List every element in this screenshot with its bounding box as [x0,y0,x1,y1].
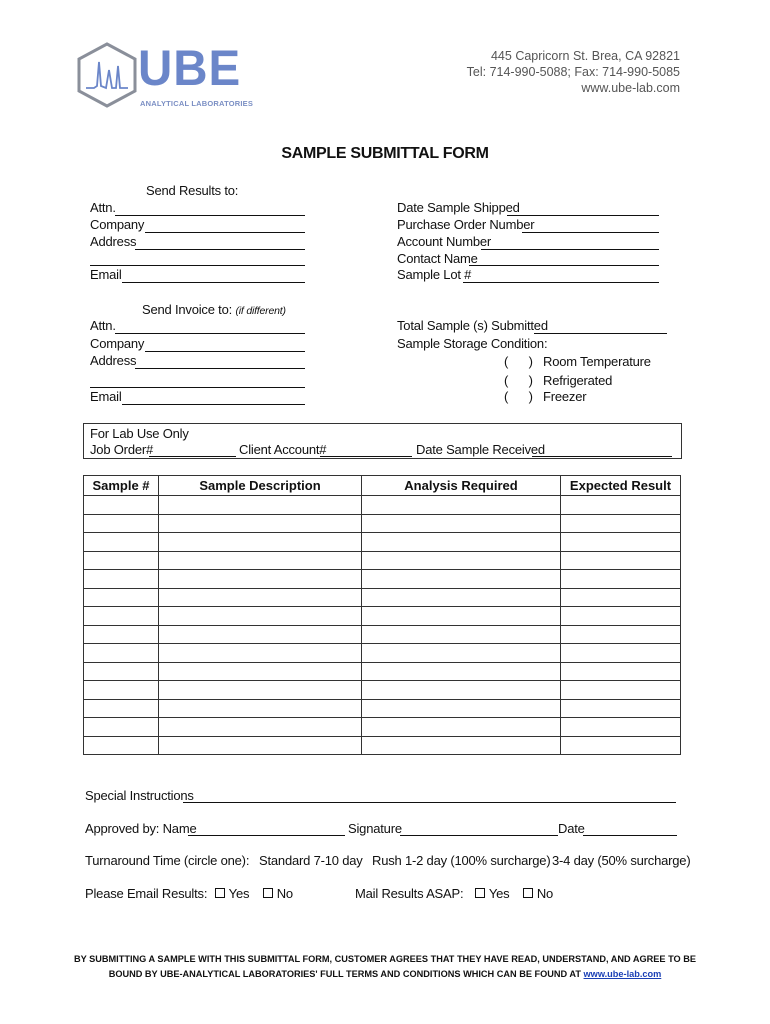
col-header-expected: Expected Result [561,476,681,496]
terms-footer [60,952,710,982]
mail-no-checkbox[interactable] [523,888,533,898]
mail-yes-checkbox[interactable] [475,888,485,898]
analysis-cell[interactable] [362,736,561,755]
sample-number-cell[interactable] [84,533,159,552]
sample-number-cell[interactable] [84,496,159,515]
mail-results-row [355,886,553,901]
storage-freezer-paren[interactable]: ( ) [504,389,533,404]
send-results-heading: Send Results to: [146,183,239,198]
invoice-address-label: Address [90,353,137,368]
send-invoice-note: (if different) [235,305,286,317]
approved-by-field[interactable] [188,835,345,836]
expected-cell[interactable] [561,699,681,718]
description-cell[interactable] [159,625,362,644]
po-number-label: Purchase Order Number [397,217,535,232]
mail-yes-label: Yes [488,886,510,901]
table-row [84,644,681,663]
results-company-field[interactable] [145,232,305,233]
expected-cell[interactable] [561,662,681,681]
storage-refrigerated-paren[interactable]: ( ) [504,373,533,388]
description-cell[interactable] [159,588,362,607]
results-email-field[interactable] [122,282,305,283]
send-invoice-label: Send Invoice to: [142,302,233,317]
analysis-cell[interactable] [362,681,561,700]
po-number-field[interactable] [522,232,659,233]
mail-results-label: Mail Results ASAP: [355,886,464,901]
table-row [84,588,681,607]
table-row [84,736,681,755]
company-logo [76,40,254,114]
approved-by-label: Approved by: Name [85,821,197,836]
results-attn-label: Attn. [90,200,116,215]
description-cell[interactable] [159,607,362,626]
sample-table [83,475,681,755]
sample-lot-field[interactable] [463,282,659,283]
company-address: 445 Capricorn St. Brea, CA 92821 [490,49,680,63]
table-row [84,533,681,552]
analysis-cell[interactable] [362,570,561,589]
client-account-label: Client Account# [239,442,327,457]
terms-link[interactable]: www.ube-lab.com [583,969,662,979]
sample-number-cell[interactable] [84,625,159,644]
account-number-label: Account Number [397,234,492,249]
analysis-cell[interactable] [362,607,561,626]
table-row [84,625,681,644]
results-email-label: Email [90,267,122,282]
analysis-cell[interactable] [362,496,561,515]
total-samples-label: Total Sample (s) Submitted [397,318,548,333]
invoice-address-field-2[interactable] [90,387,305,388]
table-row [84,718,681,737]
description-cell[interactable] [159,496,362,515]
email-no-checkbox[interactable] [263,888,273,898]
company-phone: Tel: 714-990-5088; Fax: 714-990-5085 [466,65,680,79]
table-row [84,551,681,570]
email-yes-label: Yes [228,886,250,901]
company-website: www.ube-lab.com [581,81,680,95]
form-title: SAMPLE SUBMITTAL FORM [281,145,489,162]
description-cell[interactable] [159,662,362,681]
expected-cell[interactable] [561,496,681,515]
col-header-sample-number: Sample # [84,476,159,496]
job-order-field[interactable] [149,456,236,457]
sample-number-cell[interactable] [84,551,159,570]
table-header-row [84,476,681,496]
special-instructions-label: Special Instructions [85,788,194,803]
description-cell[interactable] [159,736,362,755]
description-cell[interactable] [159,514,362,533]
sample-number-cell[interactable] [84,570,159,589]
terms-line-2: BOUND BY UBE-ANALYTICAL LABORATORIES' FULL TERMS AND CONDITIONS WHICH CAN BE FOUND AT [108,969,581,979]
expected-cell[interactable] [561,570,681,589]
table-row [84,699,681,718]
expected-cell[interactable] [561,551,681,570]
analysis-cell[interactable] [362,533,561,552]
description-cell[interactable] [159,570,362,589]
analysis-cell[interactable] [362,718,561,737]
table-row [84,681,681,700]
expected-cell[interactable] [561,625,681,644]
sample-number-cell[interactable] [84,662,159,681]
expected-cell[interactable] [561,588,681,607]
storage-freezer-label: Freezer [543,389,587,404]
sample-number-cell[interactable] [84,718,159,737]
analysis-cell[interactable] [362,551,561,570]
terms-line-1: BY SUBMITTING A SAMPLE WITH THIS SUBMITTAL FORM, CUSTOMER AGREES THAT THEY HAVE READ, UNDERSTAND, AND AGREE TO BE [73,954,697,964]
description-cell[interactable] [159,699,362,718]
date-field[interactable] [583,835,677,836]
turnaround-standard-option[interactable]: Standard 7-10 day [259,853,363,868]
storage-condition-label: Sample Storage Condition: [397,336,548,351]
email-no-label: No [276,886,293,901]
sample-lot-label: Sample Lot # [397,267,472,282]
logo-subtext: ANALYTICAL LABORATORIES [140,99,254,108]
invoice-attn-field[interactable] [115,333,305,334]
contact-name-field[interactable] [469,265,659,266]
description-cell[interactable] [159,718,362,737]
table-row [84,570,681,589]
description-cell[interactable] [159,644,362,663]
sample-number-cell[interactable] [84,681,159,700]
contact-name-label: Contact Name [397,251,478,266]
send-invoice-heading [142,302,286,317]
invoice-company-field[interactable] [145,351,305,352]
table-row [84,496,681,515]
date-label: Date [558,821,585,836]
turnaround-34day-option[interactable]: 3-4 day (50% surcharge) [552,853,691,868]
terms-line-2-wrap [60,967,710,982]
analysis-cell[interactable] [362,699,561,718]
table-row [84,662,681,681]
sample-number-cell[interactable] [84,588,159,607]
col-header-description: Sample Description [159,476,362,496]
date-shipped-field[interactable] [507,215,659,216]
analysis-cell[interactable] [362,514,561,533]
account-number-field[interactable] [481,249,659,250]
col-header-analysis: Analysis Required [362,476,561,496]
sample-number-cell[interactable] [84,514,159,533]
invoice-company-label: Company [90,336,145,351]
sample-number-cell[interactable] [84,699,159,718]
lab-use-heading: For Lab Use Only [90,426,189,441]
expected-cell[interactable] [561,681,681,700]
results-attn-field[interactable] [115,215,305,216]
table-row [84,607,681,626]
description-cell[interactable] [159,681,362,700]
sample-table-body [84,496,681,755]
job-order-label: Job Order# [90,442,154,457]
date-received-label: Date Sample Received [416,442,545,457]
description-cell[interactable] [159,551,362,570]
sample-number-cell[interactable] [84,607,159,626]
storage-refrigerated-label: Refrigerated [543,373,613,388]
invoice-email-label: Email [90,389,122,404]
sample-number-cell[interactable] [84,736,159,755]
signature-label: Signature [348,821,402,836]
expected-cell[interactable] [561,514,681,533]
analysis-cell[interactable] [362,662,561,681]
signature-field[interactable] [400,835,558,836]
total-samples-field[interactable] [534,333,667,334]
results-company-label: Company [90,217,145,232]
date-shipped-label: Date Sample Shipped [397,200,520,215]
email-yes-checkbox[interactable] [215,888,225,898]
invoice-email-field[interactable] [122,404,305,405]
expected-cell[interactable] [561,736,681,755]
results-address-field-2[interactable] [90,265,305,266]
mail-no-label: No [536,886,554,901]
results-address-label: Address [90,234,137,249]
email-results-label: Please Email Results: [85,886,208,901]
turnaround-rush-option[interactable]: Rush 1-2 day (100% surcharge) [372,853,551,868]
storage-room-temp-paren[interactable]: ( ) [504,354,533,369]
results-address-field[interactable] [135,249,305,250]
table-row [84,514,681,533]
logo-wordmark: UBE [138,40,242,96]
date-received-field[interactable] [532,456,672,457]
turnaround-label: Turnaround Time (circle one): [85,853,250,868]
analysis-cell[interactable] [362,625,561,644]
expected-cell[interactable] [561,533,681,552]
expected-cell[interactable] [561,718,681,737]
invoice-address-field[interactable] [135,368,305,369]
invoice-attn-label: Attn. [90,318,116,333]
description-cell[interactable] [159,533,362,552]
analysis-cell[interactable] [362,644,561,663]
hexagon-spectrum-icon [76,42,138,108]
sample-number-cell[interactable] [84,644,159,663]
company-address-block [467,48,680,96]
storage-room-temp-label: Room Temperature [543,354,651,369]
analysis-cell[interactable] [362,588,561,607]
special-instructions-field[interactable] [183,802,676,803]
expected-cell[interactable] [561,644,681,663]
client-account-field[interactable] [320,456,412,457]
expected-cell[interactable] [561,607,681,626]
email-results-row [85,886,293,901]
